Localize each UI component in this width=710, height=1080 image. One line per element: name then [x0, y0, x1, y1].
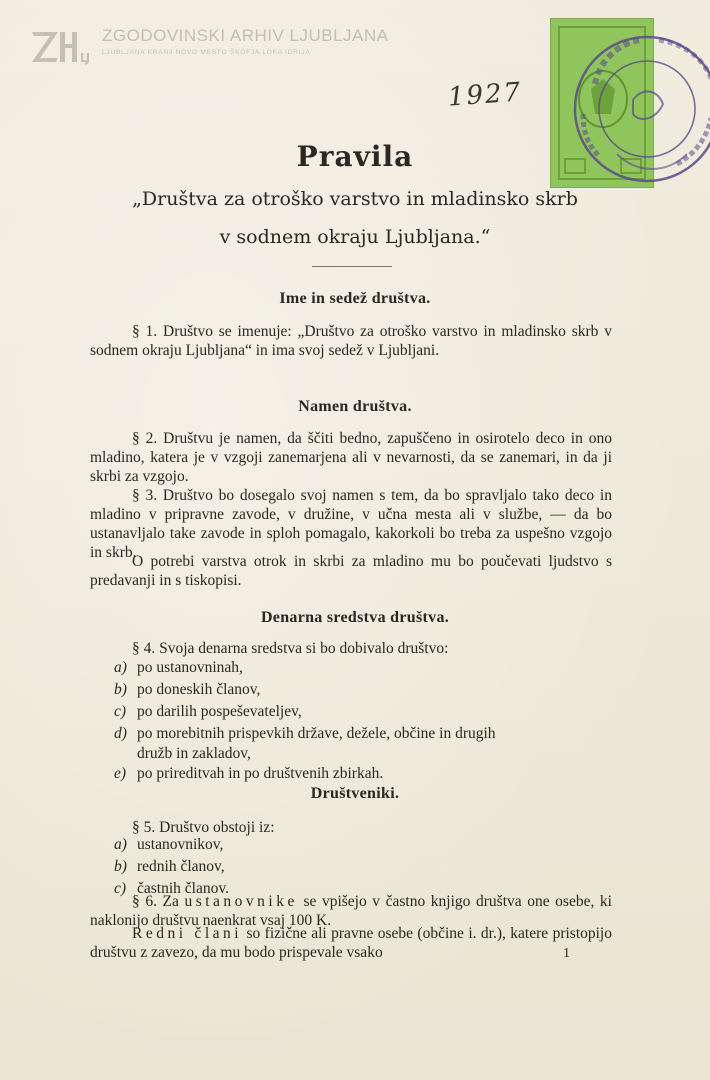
paragraph-7: Redni člani so fizične ali pravne osebe (občine i. dr.), katere pristopijo društvu z zavezo, da mu bodo prispevale vsako: [90, 925, 612, 961]
section-heading-purpose: Namen društva.: [298, 398, 412, 415]
paragraph-funds-intro: § 4. Svoja denarna sredstva si bo dobivalo društvo:: [132, 640, 449, 657]
list-item: a) ustanovnikov,: [114, 836, 224, 853]
archive-logo-icon: [30, 26, 94, 66]
list-item: družb in zakladov,: [137, 745, 251, 762]
archive-subtitle: LJUBLJANA KRANJ NOVO MESTO ŠKOFJA LOKA IDRIJA: [102, 49, 311, 56]
paragraph-2: § 2. Društvu je namen, da ščiti bedno, zapuščeno in osirotelo deco in ono mladino, katera je v vzgoji zanemarjena ali v nevarnosti, da se zanemari, in da ji skrbi za vzgojo.: [90, 430, 612, 485]
document-title: Pravila: [296, 140, 414, 173]
handwritten-year: 1927: [447, 77, 524, 113]
list-item: c) po darilih pospeševateljev,: [114, 703, 302, 720]
paragraph-4: O potrebi varstva otrok in skrbi za mladino mu bo poučevati ljudstvo s predavanji in s tiskopisi.: [90, 553, 612, 589]
paragraph-6: § 6. Za ustanovnike se vpišejo v častno knjigo društva one osebe, ki naklonijo društvu naenkrat vsaj 100 K.: [90, 893, 612, 929]
list-item: c) častnih članov.: [114, 880, 229, 897]
list-item: b) rednih članov,: [114, 858, 225, 875]
list-item: d) po morebitnih prispevkih države, dežele, občine in drugih: [114, 725, 496, 742]
page-number: 1: [563, 946, 570, 961]
paragraph-members-intro: § 5. Društvo obstoji iz:: [132, 819, 275, 836]
svg-text:LJ: LJ: [80, 51, 89, 65]
list-item: a) po ustanovninah,: [114, 659, 243, 676]
document-subtitle-line2: v sodnem okraju Ljubljana.“: [219, 226, 491, 248]
section-heading-members: Društveniki.: [310, 785, 400, 802]
list-item: b) po doneskih članov,: [114, 681, 261, 698]
archive-watermark: [30, 26, 389, 66]
title-divider: [312, 266, 392, 267]
list-item: e) po prireditvah in po društvenih zbirkah.: [114, 765, 384, 782]
section-heading-name-seat: Ime in sedež društva.: [279, 290, 431, 307]
paragraph-1: § 1. Društvo se imenuje: „Društvo za otroško varstvo in mladinsko skrb v sodnem okraju Ljubljana“ in ima svoj sedež v Ljubljani.: [90, 323, 612, 359]
members-list: [114, 834, 614, 900]
archive-title: ZGODOVINSKI ARHIV LJUBLJANA: [102, 26, 389, 45]
document-subtitle-line1: „Društva za otroško varstvo in mladinsko skrb: [132, 188, 578, 210]
paragraph-3: § 3. Društvo bo dosegalo svoj namen s tem, da bo spravljalo tako deco in mladino v pripravne zavode, v družine, v učna mesta ali v službe, — da bo ustanavljalo take zavode in sploh pomagalo, kakorkoli bo treba za uspešno vzgojo in skrb.: [90, 487, 612, 561]
funds-list: [114, 657, 614, 785]
section-heading-funds: Denarna sredstva društva.: [260, 609, 450, 626]
